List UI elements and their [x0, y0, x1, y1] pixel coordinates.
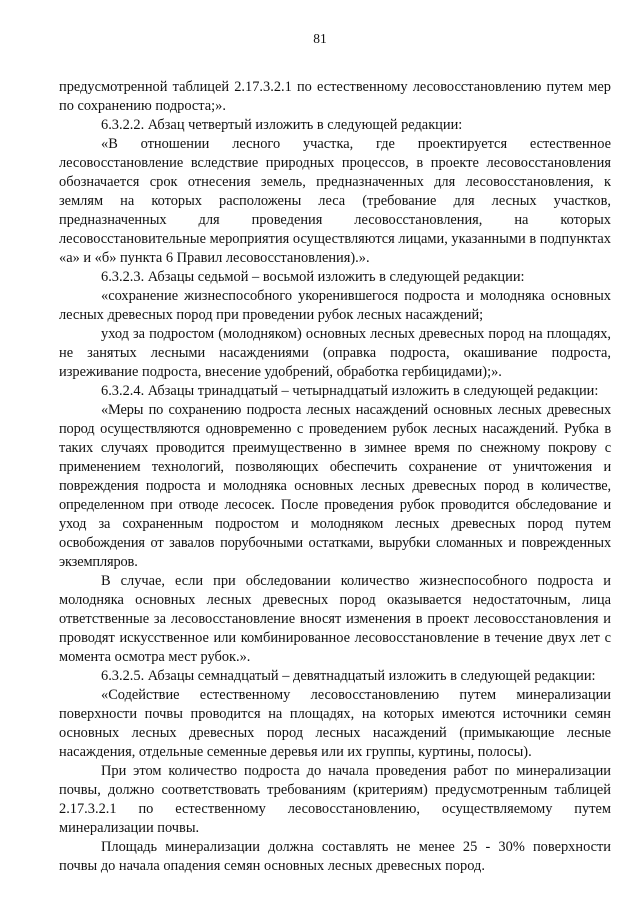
- quoted-paragraph: «Содействие естественному лесовосстановлению путем минерализации поверхности почвы проводится на площадях, на которых имеются источники семян основных лесных древесных пород лесных насаждений (примыкающие лесные насаждения, отдельные семенные деревья или их группы, куртины, полосы).: [59, 687, 611, 760]
- document-body: [59, 78, 611, 876]
- quoted-paragraph: Площадь минерализации должна составлять не менее 25 - 30% поверхности почвы до начала опадения семян основных лесных древесных пород.: [59, 839, 611, 874]
- quoted-paragraph: «сохранение жизнеспособного укоренившегося подроста и молодняка основных лесных древесных пород при проведении рубок лесных насаждений;: [59, 288, 611, 323]
- page-number: 81: [313, 31, 327, 46]
- amendment-heading-6-3-2-2: 6.3.2.2. Абзац четвертый изложить в следующей редакции:: [101, 117, 463, 133]
- amendment-heading-6-3-2-5: 6.3.2.5. Абзацы семнадцатый – девятнадцатый изложить в следующей редакции:: [101, 668, 596, 684]
- quoted-paragraph: При этом количество подроста до начала проведения работ по минерализации почвы, должно соответствовать требованиям (критериям) предусмотренным таблицей 2.17.3.2.1 по естественному лесовосстановлению, осуществляемому путем минерализации почвы.: [59, 763, 611, 836]
- amendment-heading-6-3-2-3: 6.3.2.3. Абзацы седьмой – восьмой изложить в следующей редакции:: [101, 269, 525, 285]
- quoted-paragraph: «В отношении лесного участка, где проектируется естественное лесовосстановление вследствие природных процессов, в проекте лесовосстановления обозначается срок отнесения земель, предназначенных для лесовосстановления, к землям на которых расположены леса (требование для лесных участков, предназначенных для проведения лесовосстановления, на которых лесовосстановительные мероприятия осуществляются лицами, указанными в подпунктах «а» и «б» пункта 6 Правил лесовосстановления).».: [59, 136, 611, 266]
- paragraph-continuation: предусмотренной таблицей 2.17.3.2.1 по естественному лесовосстановлению путем мер по сохранению подроста;».: [59, 79, 611, 114]
- quoted-paragraph: «Меры по сохранению подроста лесных насаждений основных лесных древесных пород осуществляются одновременно с проведением рубок лесных насаждений. Рубка в таких случаях проводится преимущественно в зимнее время по снежному покрову с применением технологий, позволяющих обеспечить сохранение от уничтожения и повреждения подроста и молодняка основных лесных древесных пород в количестве, определенном при отводе лесосек. После проведения рубок проводится обследование и уход за сохраненным подростом и молодняком лесных древесных пород путем освобождения от завалов порубочными остатками, вырубки сломанных и поврежденных экземпляров.: [59, 402, 611, 570]
- quoted-paragraph: уход за подростом (молодняком) основных лесных древесных пород на площадях, не занятых лесными насаждениями (оправка подроста, окашивание подроста, изреживание подроста, внесение удобрений, обработка гербицидами);».: [59, 326, 611, 380]
- amendment-heading-6-3-2-4: 6.3.2.4. Абзацы тринадцатый – четырнадцатый изложить в следующей редакции:: [101, 383, 599, 399]
- quoted-paragraph: В случае, если при обследовании количество жизнеспособного подроста и молодняка основных лесных древесных пород оказывается недостаточным, лица ответственные за лесовосстановление вносят изменения в проект лесовосстановления и проводят искусственное или комбинированное лесовосстановление в течение двух лет с момента осмотра мест рубок.».: [59, 573, 611, 665]
